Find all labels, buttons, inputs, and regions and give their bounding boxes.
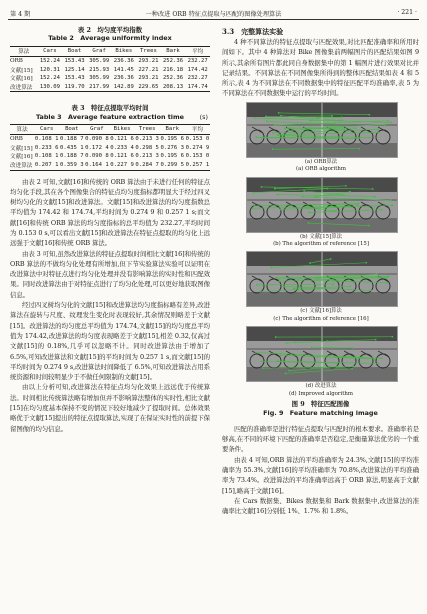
table-header-cell: Trees [135, 125, 160, 135]
keypoint [272, 132, 274, 134]
scene-top-band [247, 252, 322, 266]
table-cell: 文献[15] [10, 145, 33, 152]
table-row [10, 56, 210, 65]
scene-svg [247, 178, 397, 232]
keypoint [377, 128, 379, 130]
table-cell: 0.090 8 [85, 153, 109, 160]
table-cell: 293.21 [138, 75, 159, 82]
scene-top-band [247, 103, 322, 117]
table-header-cell: 算法 [10, 46, 38, 56]
table-cell: 0.164 1 [85, 162, 109, 169]
keypoint [373, 358, 375, 360]
scene-ground [247, 218, 322, 232]
keypoint [316, 117, 318, 119]
table-cell: 0.172 4 [85, 144, 109, 151]
table-cell: 120.31 [39, 66, 61, 73]
keypoint [371, 290, 373, 292]
keypoint [311, 347, 313, 349]
keypoint [288, 370, 290, 372]
keypoint [275, 336, 277, 338]
keypoint [358, 137, 360, 139]
keypoint [301, 196, 303, 198]
table-header-cell: Bark [161, 46, 186, 56]
keypoint [265, 115, 267, 117]
keypoint [368, 224, 370, 226]
subfigure-a [246, 102, 396, 174]
table-cell: 0.090 8 [85, 136, 109, 143]
keypoint [274, 187, 276, 189]
paragraph: 匹配的准确率是进行特征点提取与匹配时的根本要求。准确率若是够高,在不同的环境下匹配的准确率是否稳定,是衡量算法优劣的一个重要条件。 [222, 424, 419, 454]
keypoint [277, 134, 279, 136]
right-body-text [222, 424, 419, 517]
keypoint [260, 361, 262, 363]
table-row [10, 152, 210, 161]
table-cell: 0.188 7 [60, 136, 84, 143]
page-number: · 221 · [397, 9, 417, 16]
table-cell: 293.21 [138, 57, 159, 64]
keypoint [287, 127, 289, 129]
keypoint [308, 211, 310, 213]
paragraph: 由表 4 可知,ORB 算法的平均准确率为 24.3%,文献[15]的平均准确率为 55.3%,文献[16]的平均准确率为 70.8%,改进算法的平均准确率为 73.4%。改进算法的平均准确率远高于 ORB 算法,明显高于文献[15],略高于文献[16]。 [222, 455, 419, 495]
table2-uniformity [10, 46, 210, 92]
left-column [10, 26, 210, 434]
table-cell: 174.42 [187, 66, 208, 73]
table-cell: 130.09 [38, 83, 63, 92]
table-cell: 305.99 [89, 57, 110, 64]
table-header-cell: Boat [59, 125, 84, 135]
scene-top-band [322, 252, 397, 266]
table-cell: 0.298 5 [135, 144, 159, 151]
keypoint [276, 193, 278, 195]
table-cell: ORB [10, 57, 23, 64]
table3-unit: (s) [199, 112, 208, 121]
table-cell: 227.21 [138, 66, 159, 73]
table-cell: 0.276 3 [160, 144, 185, 151]
scene-ground [322, 292, 397, 306]
right-intro-text [222, 37, 419, 99]
table-cell: 232.27 [187, 75, 208, 82]
keypoint [358, 147, 360, 149]
table-cell: 0.121 6 [110, 136, 134, 143]
keypoint [314, 195, 316, 197]
keypoint [345, 185, 347, 187]
keypoint [278, 281, 280, 283]
keypoint [390, 121, 392, 123]
keypoint [387, 276, 389, 278]
keypoint [335, 210, 337, 212]
keypoint [280, 208, 282, 210]
section-heading: 3.3 完整算法实验 [222, 27, 284, 36]
keypoint [284, 286, 286, 288]
table-header-cell: Bikes [111, 46, 136, 56]
keypoint [274, 124, 276, 126]
scene-svg [247, 327, 397, 381]
scene-ground [247, 143, 322, 157]
match-image-orb [246, 102, 398, 158]
scene-ground [322, 367, 397, 381]
table-cell: 153.43 [64, 57, 85, 64]
keypoint [254, 204, 256, 206]
table-header-cell: Bikes [109, 125, 134, 135]
keypoint [260, 186, 262, 188]
subcap-cn: (a) ORB算法 [304, 158, 338, 165]
table-row [10, 74, 210, 83]
subfigure-d [246, 326, 396, 398]
table-cell: 152.24 [39, 75, 61, 82]
table-cell: 文献[15] [10, 67, 33, 74]
table-cell: 174.74 [185, 83, 210, 92]
keypoint [280, 354, 282, 356]
keypoint [262, 368, 264, 370]
table-cell: 文献[16] [10, 76, 33, 83]
subfigure-a-caption [246, 159, 396, 174]
keypoint [336, 366, 338, 368]
keypoint [376, 274, 378, 276]
table-header-cell: Boat [62, 46, 87, 56]
keypoint [365, 262, 367, 264]
keypoint [357, 204, 359, 206]
keypoint [297, 279, 299, 281]
keypoint [256, 284, 258, 286]
keypoint [378, 363, 380, 365]
table-cell: 0.233 6 [34, 144, 59, 151]
keypoint [293, 288, 295, 290]
table-row [10, 83, 210, 92]
table-cell: 152.24 [39, 57, 61, 64]
keypoint [308, 222, 310, 224]
keypoint [253, 191, 255, 193]
table-header-cell: Trees [136, 46, 161, 56]
keypoint [344, 128, 346, 130]
table-cell: 0.195 6 [160, 153, 185, 160]
subcap-cn: (d) 改进算法 [305, 383, 337, 390]
keypoint [315, 278, 317, 280]
keypoint [288, 129, 290, 131]
match-image-ref15 [246, 177, 398, 233]
table-row [10, 143, 210, 152]
keypoint [303, 190, 305, 192]
keypoint [369, 137, 371, 139]
table-header-cell: Cars [38, 46, 63, 56]
keypoint [391, 204, 393, 206]
table3-title-en: Table 3 Average feature extraction time [36, 112, 184, 121]
table-cell: 208.13 [161, 83, 186, 92]
keypoint [266, 120, 268, 122]
table-cell: 文献[16] [10, 154, 33, 161]
table-cell: 142.89 [111, 83, 136, 92]
keypoint [352, 348, 354, 350]
subfigure-c [246, 251, 396, 323]
keypoint [255, 136, 257, 138]
figure-9 [222, 102, 419, 418]
subfigure-b-caption [246, 234, 396, 249]
table-cell: 0.213 3 [135, 153, 159, 160]
keypoint [309, 263, 311, 265]
keypoint [332, 284, 334, 286]
table-cell: 232.27 [187, 57, 208, 64]
keypoint [272, 148, 274, 150]
scene-svg [247, 103, 397, 157]
keypoint [384, 123, 386, 125]
table-header-row [10, 46, 210, 56]
keypoint [374, 195, 376, 197]
paragraph: 4 种不同算法的特征点提取与匹配效果,对比匹配准确率和所用时间如下。其中 4 种算法对 Bike 图像集前两幅图片的匹配结果如图 9 所示,其余所有图片都此同自身数据集中的第 1 幅图片进行效果对比并记录结果。不同算法在不同图像集所得到的整体匹配结果如表 4 和 5 所示,表 4 为不同算法在不同数据集中的特征匹配平均准确率,表 5 为不同算法在不同数据集中运行的平均时间。 [222, 38, 419, 98]
figure-caption-cn: 图 9 特征匹配图像 [291, 400, 350, 409]
table-cell: 252.36 [162, 57, 184, 64]
keypoint [309, 119, 311, 121]
subcap-cn: (b) 文献[15]算法 [300, 233, 342, 240]
keypoint [285, 373, 287, 375]
keypoint [351, 368, 353, 370]
keypoint [358, 202, 360, 204]
keypoint [386, 282, 388, 284]
subfigure-d-caption [246, 383, 396, 398]
scene-top-band [247, 327, 322, 341]
keypoint [327, 187, 329, 189]
table-cell: 119.70 [62, 83, 87, 92]
keypoint [375, 339, 377, 341]
keypoint [306, 206, 308, 208]
table3-title-en-row [10, 113, 210, 121]
table-cell: 252.36 [162, 75, 184, 82]
keypoint [372, 188, 374, 190]
table-cell: 229.65 [136, 83, 161, 92]
table-cell: 153.43 [64, 75, 85, 82]
subcap-en: (c) The algorithm of reference [16] [273, 315, 369, 322]
keypoint [259, 291, 261, 293]
table-cell: 改进算法 [10, 161, 34, 170]
keypoint [362, 357, 364, 359]
right-view [322, 327, 397, 381]
figure-caption-en: Fig. 9 Feature matching image [263, 409, 378, 418]
keypoint [253, 117, 255, 119]
keypoint [377, 131, 379, 133]
keypoint [349, 286, 351, 288]
table-cell: 0.213 3 [135, 136, 159, 143]
subcap-cn: (c) 文献[16]算法 [300, 308, 342, 315]
table-cell: 0.274 9 [185, 144, 210, 151]
keypoint [331, 115, 333, 117]
paragraph: 由表 2 可知,文献[16]和传统的 ORB 算法由于未进行任何的特征点均匀化手段,其在各个图像集合的特征点均匀度指标都明显大于经过四叉树均匀化的文献[15]和改进算法。文献[15]和改进算法的均匀度指数总平均值为 174.42 和 174.74,平均时间为 0.274 9 和 0.257 1 s;而文献[16]和传统 ORB 算法的均匀度指标的总平均值为 232.27,平均时间为 0.153 0 s,可以看出文献[15]和改进算法在特征点提取的均匀化上远远强于文献[16]和传统 ORB 算法。 [10, 177, 210, 248]
table-header-cell: Graf [84, 125, 109, 135]
table-cell: 0.108 1 [34, 153, 59, 160]
table2-title-en: Table 2 Average uniformity index [48, 34, 172, 43]
keypoint [275, 277, 277, 279]
subfigure-b [246, 177, 396, 249]
subcap-en: (a) ORB algorithm [296, 166, 346, 173]
table-header-row [10, 125, 210, 135]
table-cell: 0.435 1 [60, 144, 84, 151]
keypoint [391, 336, 393, 338]
table-header-cell: Graf [87, 46, 112, 56]
keypoint [255, 352, 257, 354]
keypoint [270, 267, 272, 269]
running-title: 一种改进 ORB 特征点提取与匹配的图像处理算法 [145, 11, 282, 18]
table-row [10, 161, 210, 170]
table3-extraction-time [10, 124, 210, 170]
table-cell: 0.188 7 [60, 153, 84, 160]
table-cell: 0.153 0 [185, 153, 210, 160]
paragraph: 由表 3 可知,虽然改进算法的特征点提取时间相比文献[16]和传统的 ORB 算法的不做均匀化处理有所增加,但下节实验算法实验可以证明在改进算法中对特征点进行均匀化处理并没有影响算法的实时性和匹配效果。同时改进算法由于对特征点进行了均匀化处理,可以更好地获取图像信息。 [10, 249, 210, 299]
scene-svg [247, 252, 397, 306]
keypoint [278, 279, 280, 281]
table-cell: 0.207 1 [34, 162, 59, 169]
keypoint [306, 127, 308, 129]
keypoint [353, 366, 355, 368]
table-cell: ORB [10, 136, 23, 143]
match-image-ref16 [246, 251, 398, 307]
table-cell: 215.93 [89, 66, 110, 73]
keypoint [336, 362, 338, 364]
keypoint [334, 123, 336, 125]
keypoint [355, 127, 357, 129]
table-cell: 0.359 3 [60, 162, 84, 169]
table-cell: 216.18 [162, 66, 184, 73]
paragraph: 由以上分析可知,改进算法在特征点均匀化效果上远远优于传统算法。时间相比传统算法略有增加但并不影响算法整体的实时性,相比文献[15]在均匀度基本保持不变的情况下较好地减少了提取时间。总体效果略优于文献[15]提出的特征点提取算法,实现了在保证实时性的前提下保留图像的均匀信息。 [10, 383, 210, 433]
table-cell: 141.45 [113, 66, 134, 73]
scene-top-band [322, 178, 397, 192]
table-cell: 0.233 4 [110, 144, 134, 151]
table-cell: 改进算法 [10, 83, 38, 92]
paragraph: 经过四叉树均匀化的文献[15]和改进算法均匀度指标略有差异,改进算法在旋转与尺度、纹理发生变化时表现较好,其余情况则略差于文献[15]。改进算法的均匀度总平均值为 174.74,文献[15]的均匀度总平均值为 174.42,改进算法的均匀度表现略差于文献[15],相差 0.32,仅高过文献[15]的 0.18%,几乎可以忽略不计。同时改进算法由于增加了 6.5%,可知改进算法和文献[15]的平均时间为 0.257 1 s,而文献[15]的平均时间为 0.274 9 s,改进算法时间降低了 6.5%,可知改进算法占用系统资源和时间较明显少于不做任何限制的文献[15]。 [10, 301, 210, 382]
subfigure-c-caption [246, 308, 396, 323]
table-cell: 236.36 [113, 75, 134, 82]
keypoint [341, 116, 343, 118]
keypoint [390, 199, 392, 201]
keypoint [278, 112, 280, 114]
issue-number: 第 4 期 [10, 11, 31, 18]
paragraph: 在 Cars 数据集、Bikes 数据集和 Bark 数据集中,改进算法的准确率比文献[16]分别低 1%、1.7% 和 1.8%。 [222, 496, 419, 516]
table-cell: 0.153 0 [185, 136, 210, 143]
table-row [10, 65, 210, 74]
keypoint [261, 137, 263, 139]
keypoint [349, 190, 351, 192]
table-cell: 0.108 1 [34, 136, 59, 143]
left-body-text [10, 177, 210, 434]
table-header-cell: 算法 [10, 125, 34, 135]
subcap-en: (b) The algorithm of reference [15] [273, 241, 369, 247]
keypoint [330, 258, 332, 260]
scene-top-band [322, 327, 397, 341]
keypoint [341, 119, 343, 121]
keypoint [252, 207, 254, 209]
scene-top-band [247, 178, 322, 192]
table-header-cell: Cars [34, 125, 59, 135]
match-image-improved [246, 326, 398, 382]
table2-title-cn: 表 2 均匀度平均指数 [77, 26, 143, 34]
keypoint [385, 277, 387, 279]
right-column [222, 26, 419, 517]
table-cell: 0.227 9 [110, 162, 134, 169]
table-cell: 0.195 6 [160, 136, 185, 143]
table-header-cell: Bark [160, 125, 185, 135]
table3-title-cn: 表 3 特征点提取平均时间 [71, 104, 149, 113]
table-cell: 0.121 6 [110, 153, 134, 160]
table-row [10, 134, 210, 143]
keypoint [368, 114, 370, 116]
scene-top-band [322, 103, 397, 117]
keypoint [285, 342, 287, 344]
keypoint [284, 128, 286, 130]
table-cell: 0.257 1 [185, 162, 210, 169]
keypoint [381, 357, 383, 359]
table-header-cell: 平均 [185, 46, 210, 56]
keypoint [294, 342, 296, 344]
table-cell: 0.284 7 [135, 162, 159, 169]
scene-ground [247, 292, 322, 306]
table-cell: 125.14 [64, 66, 85, 73]
scene-ground [322, 143, 397, 157]
keypoint [381, 208, 383, 210]
table-header-cell: 平均 [185, 125, 210, 135]
table-cell: 0.299 5 [160, 162, 185, 169]
table-cell: 217.99 [87, 83, 112, 92]
table-cell: 236.36 [113, 57, 134, 64]
subcap-en: (d) Improved algorithm [289, 390, 353, 397]
keypoint [343, 194, 345, 196]
keypoint [387, 120, 389, 122]
table-cell: 305.99 [89, 75, 110, 82]
running-header [8, 7, 419, 20]
